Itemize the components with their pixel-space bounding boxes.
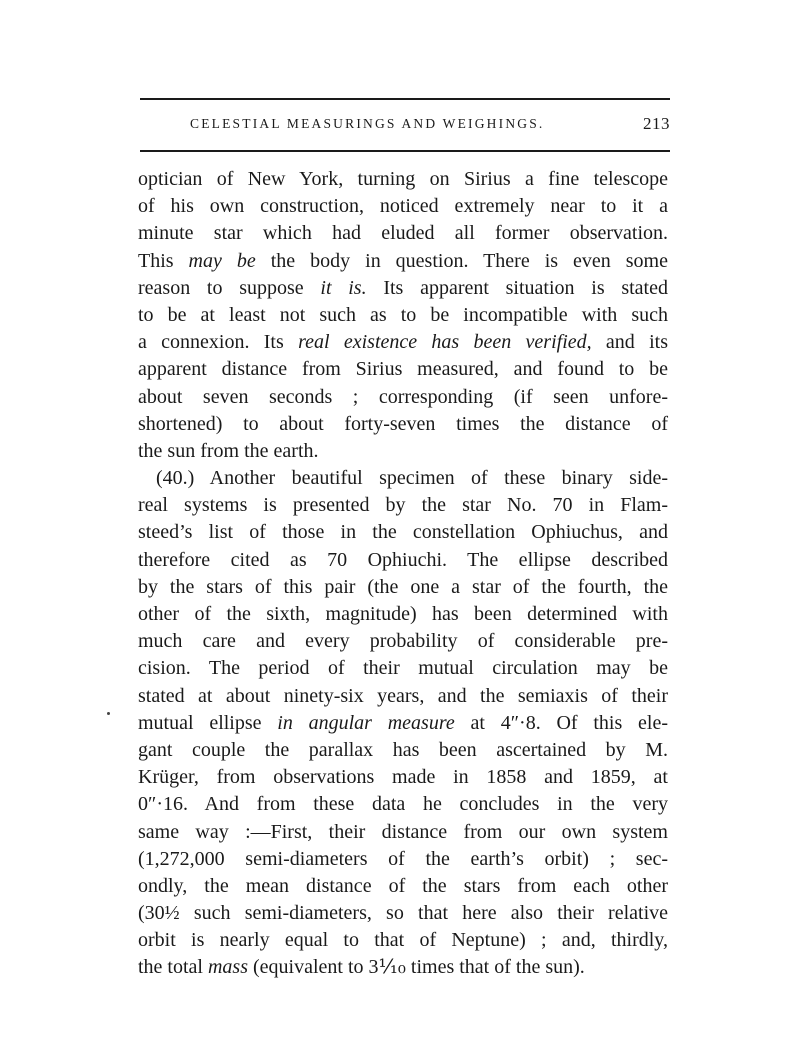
text-line bbox=[138, 846, 668, 873]
text-span: real systems is presented by the star No. 70 in Flam- bbox=[138, 494, 668, 517]
text-line bbox=[138, 710, 668, 737]
running-title: CELESTIAL MEASURINGS AND WEIGHINGS. bbox=[190, 116, 545, 131]
text-span: by the stars of this pair (the one a star of the fourth, the bbox=[138, 575, 668, 598]
text-line bbox=[138, 356, 668, 383]
text-line bbox=[138, 275, 668, 302]
text-line bbox=[138, 166, 668, 193]
text-span: optician of New York, turning on Sirius a fine telescope bbox=[138, 168, 668, 190]
italic-span: it is. bbox=[320, 276, 367, 299]
text-line bbox=[138, 547, 668, 574]
text-line bbox=[138, 384, 668, 411]
text-span: shortened) to about forty-seven times the distance of bbox=[138, 412, 668, 435]
text-line bbox=[138, 574, 668, 601]
text-line bbox=[138, 601, 668, 628]
text-span: about seven seconds ; corresponding (if seen unfore- bbox=[138, 385, 668, 408]
body-text bbox=[138, 166, 668, 982]
text-span: to be at least not such as to be incompatible with such bbox=[138, 303, 668, 326]
text-line bbox=[138, 873, 668, 900]
text-line bbox=[138, 411, 668, 438]
text-span: 0″·16. And from these data he concludes in the very bbox=[138, 793, 668, 816]
text-span: and its bbox=[591, 331, 669, 354]
text-span: the sun from the earth. bbox=[138, 439, 319, 462]
text-span: apparent distance from Sirius measured, and found to be bbox=[138, 358, 668, 381]
text-span: orbit is nearly equal to that of Neptune) ; and, thirdly, bbox=[138, 929, 668, 952]
header-rule-bottom bbox=[140, 150, 670, 152]
text-line bbox=[138, 900, 668, 927]
text-line bbox=[138, 465, 668, 492]
text-span: the total bbox=[138, 956, 208, 979]
margin-mark bbox=[107, 712, 110, 715]
text-span: (40.) Another beautiful specimen of these binary side- bbox=[156, 467, 668, 490]
text-span: of his own construction, noticed extremely near to it a bbox=[138, 195, 668, 218]
text-line bbox=[138, 683, 668, 710]
running-head bbox=[140, 112, 670, 136]
text-span: This bbox=[138, 249, 189, 272]
text-span: (1,272,000 semi-diameters of the earth’s orbit) ; sec- bbox=[138, 847, 668, 870]
italic-span: mass bbox=[207, 956, 248, 979]
text-span: stated at about ninety-six years, and the semiaxis of their bbox=[138, 684, 668, 707]
text-line bbox=[138, 819, 668, 846]
text-line bbox=[138, 927, 668, 954]
text-line bbox=[138, 791, 668, 818]
text-span: reason to suppose bbox=[138, 276, 321, 299]
text-span: gant couple the parallax has been ascertained by M. bbox=[138, 738, 668, 761]
page-number: 213 bbox=[643, 114, 670, 133]
text-line bbox=[138, 438, 668, 465]
text-line bbox=[138, 302, 668, 329]
text-span: other of the sixth, magnitude) has been determined with bbox=[138, 603, 668, 625]
text-span: minute star which had eluded all former observation. bbox=[138, 222, 668, 245]
text-line bbox=[138, 248, 668, 275]
italic-span: in angular measure bbox=[277, 711, 455, 734]
text-span: Its apparent situation is stated bbox=[366, 276, 668, 299]
text-span: therefore cited as 70 Ophiuchi. The ellipse described bbox=[138, 548, 668, 571]
text-span: (30½ such semi-diameters, so that here also their relative bbox=[138, 902, 668, 925]
text-span: steed’s list of those in the constellation Ophiuchus, and bbox=[138, 521, 668, 544]
text-span: at 4″·8. Of this ele- bbox=[454, 711, 668, 734]
text-line bbox=[138, 329, 668, 356]
text-line bbox=[138, 492, 668, 519]
text-line bbox=[138, 220, 668, 247]
italic-span: may be bbox=[188, 249, 256, 272]
italic-span: real existence has been verified, bbox=[298, 331, 592, 354]
text-line bbox=[138, 193, 668, 220]
text-span: ondly, the mean distance of the stars from each other bbox=[138, 874, 668, 897]
text-span: much care and every probability of considerable pre- bbox=[138, 630, 668, 653]
text-line bbox=[138, 628, 668, 655]
text-line bbox=[138, 655, 668, 682]
text-span: same way :—First, their distance from our own system bbox=[138, 820, 668, 843]
text-span: a connexion. Its bbox=[138, 331, 299, 354]
text-line bbox=[138, 737, 668, 764]
text-line bbox=[138, 954, 668, 981]
text-line bbox=[138, 764, 668, 791]
text-span: cision. The period of their mutual circulation may be bbox=[138, 657, 668, 680]
header-rule-top bbox=[140, 98, 670, 100]
text-span: mutual ellipse bbox=[138, 711, 278, 734]
text-span: (equivalent to 3⅒ times that of the sun). bbox=[248, 956, 585, 979]
text-span: the body in question. There is even some bbox=[255, 249, 668, 272]
text-span: Krüger, from observations made in 1858 and 1859, at bbox=[138, 766, 668, 789]
text-line bbox=[138, 519, 668, 546]
